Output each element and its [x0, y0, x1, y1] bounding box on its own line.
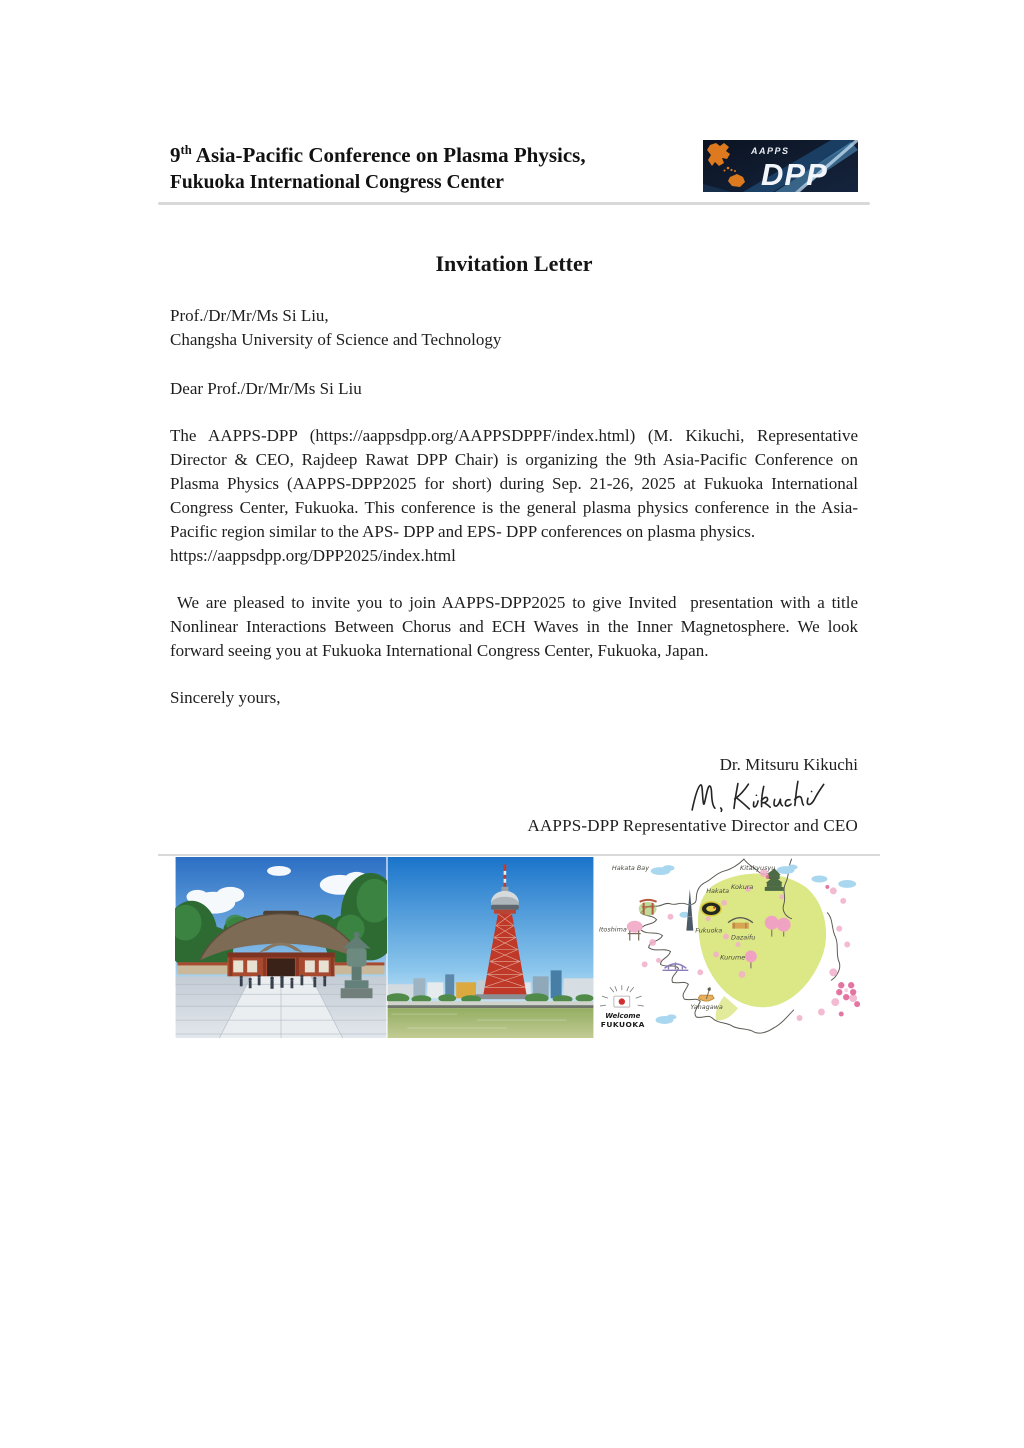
logo-aapps-text: AAPPS — [751, 146, 790, 156]
map-label-fukuoka-caps: FUKUOKA — [600, 1019, 645, 1029]
harbor-water — [388, 1008, 594, 1038]
conference-title-block — [170, 141, 586, 196]
conference-url: https://aappsdpp.org/DPP2025/index.html — [170, 546, 456, 566]
header — [170, 141, 858, 196]
map-label-itoshima: Itoshima — [598, 925, 627, 934]
signer-name: Dr. Mitsuru Kikuchi — [719, 755, 858, 775]
handwritten-signature — [679, 772, 850, 818]
photo-strip-divider — [158, 854, 880, 856]
body-paragraph-2 — [170, 591, 863, 663]
map-label-welcome: Welcome — [605, 1012, 641, 1021]
paragraph-2-text: We are pleased to invite you to join AAPPS-DPP2025 to give Invited presentation with a title Nonlinear Interactions Between Chorus and ECH Waves in the Inner Magnetosphere. We look forward seeing you at Fukuoka International Congress Center, Fukuoka, Japan. — [170, 593, 863, 661]
welcome-fukuoka-label — [601, 1012, 645, 1029]
conference-title-number: 9 — [170, 143, 181, 167]
map-label-hakata-bay: Hakata Bay — [611, 864, 650, 873]
recipient-affiliation: Changsha University of Science and Technology — [170, 330, 502, 350]
signature-block — [170, 753, 858, 838]
letter-content — [170, 141, 863, 1038]
recipient-name: Prof./Dr/Mr/Ms Si Liu, — [170, 306, 329, 326]
map-label-dazaifu: Dazaifu — [731, 933, 756, 942]
map-label-yanagawa: Yanagawa — [690, 1003, 723, 1012]
conference-title — [170, 141, 586, 170]
photo-hakata-port-tower — [387, 857, 594, 1038]
body-paragraph-1 — [170, 424, 863, 568]
letter-title: Invitation Letter — [435, 251, 593, 277]
photo-strip — [175, 857, 875, 1038]
conference-title-text: Asia-Pacific Conference on Plasma Physics, — [191, 143, 586, 167]
landmark-ramen-icon — [701, 902, 721, 916]
map-label-kitakyusyu: Kitakyusyu — [739, 864, 776, 873]
salutation: Dear Prof./Dr/Mr/Ms Si Liu — [170, 379, 362, 399]
closing: Sincerely yours, — [170, 688, 281, 708]
photo-fukuoka-illustrated-map — [597, 857, 875, 1038]
map-label-hakata: Hakata — [706, 886, 730, 895]
aapps-dpp-logo-graphic — [703, 140, 858, 192]
paragraph-1-text: The AAPPS-DPP (https://aappsdpp.org/AAPPSDPPF/index.html) (M. Kikuchi, Representative Director & CEO, Rajdeep Rawat DPP Chair) is organizing the 9th Asia-Pacific Conference on Plasma Physics (AAPPS-DPP2025 for short) during Sep. 21-26, 2025 at Fukuoka International Congress Center, Fukuoka. This conference is the general plasma physics conference in the Asia-Pacific region similar to the APS- DPP and EPS- DPP conferences on plasma physics. — [170, 426, 863, 542]
map-label-kurume: Kurume — [720, 953, 746, 962]
signer-title: AAPPS-DPP Representative Director and CEO — [527, 816, 858, 836]
map-label-fukuoka: Fukuoka — [695, 926, 723, 935]
conference-title-superscript: th — [180, 143, 192, 157]
aapps-dpp-logo — [703, 140, 858, 192]
conference-subtitle: Fukuoka International Congress Center — [170, 171, 504, 193]
map-label-kokura: Kokura — [731, 882, 754, 891]
recipient-block — [170, 304, 858, 352]
logo-dpp-text: DPP — [761, 157, 828, 192]
header-divider — [158, 202, 870, 205]
photo-dazaifu-shrine — [175, 857, 387, 1038]
